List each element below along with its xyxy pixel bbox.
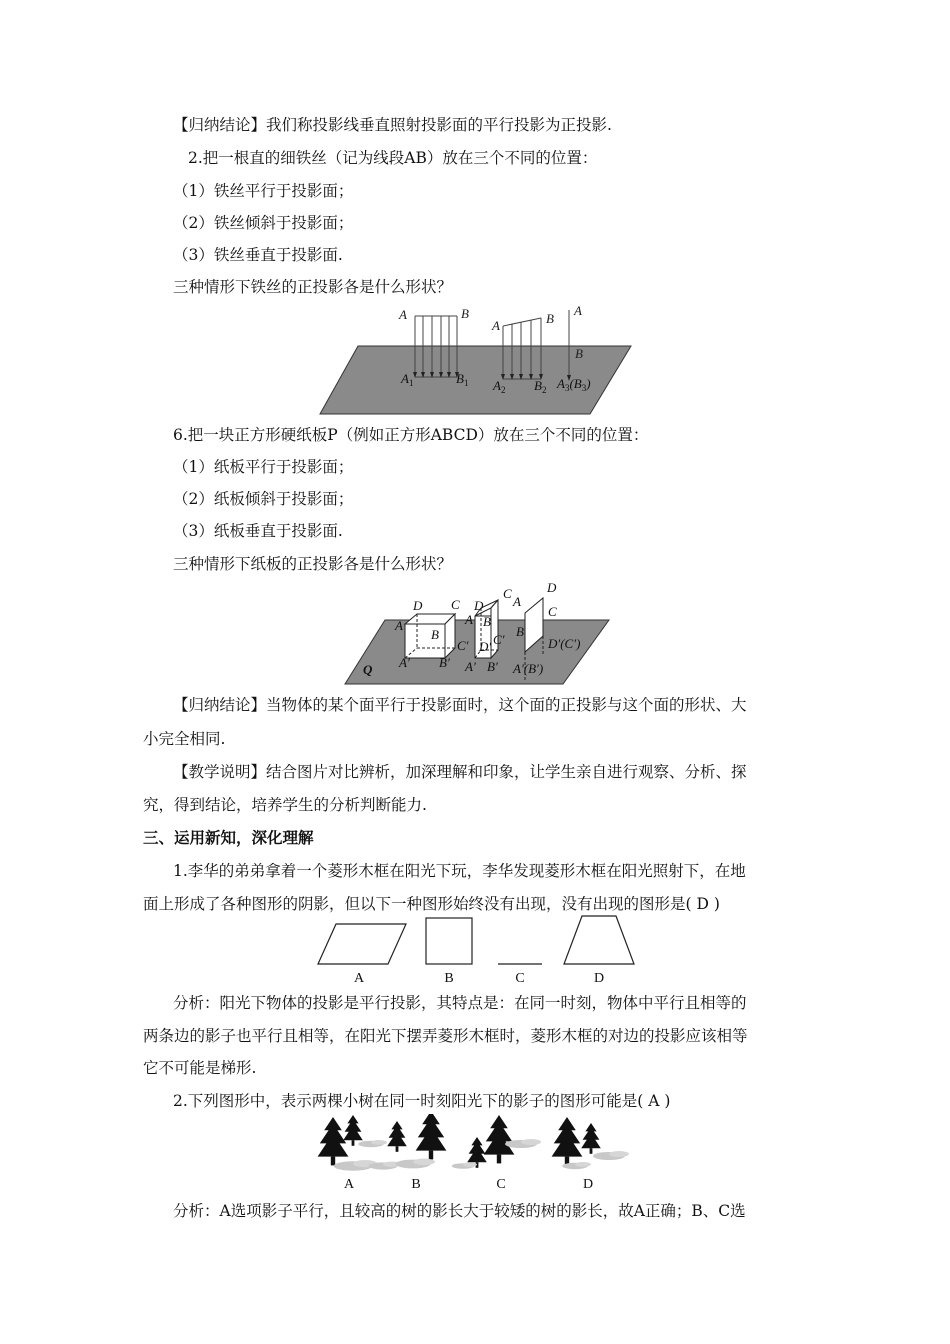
option-B-label: B <box>411 1177 421 1192</box>
shadow-icon <box>395 1159 435 1169</box>
tree-icon <box>387 1121 407 1152</box>
label-ApBp: A′(B′) <box>513 661 544 676</box>
problem-2: 2.下列图形中，表示两棵小树在同一时刻阳光下的影子的图形可能是( A ) <box>173 1092 671 1110</box>
label-A: A <box>395 618 403 633</box>
wire-projection-figure <box>318 302 633 416</box>
conclusion-1: 【归纳结论】我们称投影线垂直照射投影面的平行投影为正投影. <box>173 116 612 134</box>
shadow-icon <box>358 1140 387 1147</box>
label-B: B <box>461 306 469 321</box>
label-Cp: C′ <box>457 638 469 653</box>
label-D: D <box>474 598 484 613</box>
analysis-1-line2: 两条边的影子也平行且相等，在阳光下摆弄菱形木框时，菱形木框的对边的投影应该相等 <box>143 1027 748 1045</box>
problem-1-line1: 1.李华的弟弟拿着一个菱形木框在阳光下玩，李华发现菱形木框在阳光照射下，在地 <box>173 862 746 880</box>
list-item: （2）纸板倾斜于投影面； <box>173 490 354 508</box>
list-item: （3）铁丝垂直于投影面. <box>173 246 343 264</box>
trapezoid-shape <box>564 916 634 964</box>
tree-icon <box>581 1123 601 1154</box>
question-board: 三种情形下纸板的正投影各是什么形状？ <box>173 555 453 573</box>
label-C: C <box>503 586 512 601</box>
analysis-1-line3: 它不可能是梯形. <box>143 1059 257 1077</box>
rectangle-shape <box>426 918 472 964</box>
teaching-note-line1: 【教学说明】结合图片对比辨析，加深理解和印象，让学生亲自进行观察、分析、探 <box>173 763 747 781</box>
label-Ap: A′ <box>399 655 410 670</box>
label-B: B <box>516 624 524 639</box>
shape-options-figure <box>312 912 642 984</box>
label-Ap: A′ <box>465 659 476 674</box>
label-A: A <box>492 318 500 333</box>
label-D: D <box>413 598 423 613</box>
label-A2: $A_2$ <box>493 378 506 395</box>
label-A1: $A_1$ <box>401 371 414 388</box>
analysis-2-line1: 分析：A选项影子平行，且较高的树的影长大于较矮的树的影长，故A正确；B、C选 <box>173 1202 746 1220</box>
problem-1-line2: 面上形成了各种图形的阴影，但以下一种图形始终没有出现，没有出现的图形是( D ) <box>143 895 720 913</box>
label-B: B <box>546 311 554 326</box>
list-item: （3）纸板垂直于投影面. <box>173 522 343 540</box>
tree-icon <box>343 1115 363 1146</box>
option-D-label: D <box>593 971 605 984</box>
label-A: A <box>574 303 582 318</box>
label-B1: $B_1$ <box>456 371 469 388</box>
question-2-intro: 2.把一根直的细铁丝（记为线段AB）放在三个不同的位置： <box>188 149 598 167</box>
label-B: B <box>483 614 491 629</box>
label-D: D <box>547 580 557 595</box>
label-Dp: D′ <box>479 639 492 654</box>
shadow-icon <box>452 1163 477 1169</box>
label-A: A <box>513 594 521 609</box>
label-C: C <box>451 597 460 612</box>
board-projection-figure <box>343 578 610 686</box>
section-heading: 三、运用新知，深化理解 <box>143 828 314 847</box>
option-B-label: B <box>444 971 454 984</box>
label-A: A <box>399 307 407 322</box>
question-6-intro: 6.把一块正方形硬纸板P（例如正方形ABCD）放在三个不同的位置： <box>173 426 649 444</box>
label-A3B3: $A_3(B_3)$ <box>557 376 591 393</box>
option-A-label: A <box>343 1177 355 1192</box>
label-DpCp: D′(C′) <box>548 636 581 651</box>
option-A-label: A <box>353 971 365 984</box>
conclusion-2-line2: 小完全相同. <box>143 730 226 748</box>
list-item: （2）铁丝倾斜于投影面； <box>173 214 354 232</box>
label-A: A <box>465 612 473 627</box>
tree-icon <box>484 1115 515 1163</box>
option-D-label: D <box>582 1177 594 1192</box>
analysis-1-line1: 分析：阳光下物体的投影是平行投影，其特点是：在同一时刻，物体中平行且相等的 <box>173 994 747 1012</box>
label-Bp: B′ <box>439 655 450 670</box>
shadow-icon <box>593 1151 629 1160</box>
option-C-label: C <box>496 1177 506 1192</box>
list-item: （1）纸板平行于投影面； <box>173 458 354 476</box>
label-B: B <box>575 346 583 361</box>
list-item: （1）铁丝平行于投影面； <box>173 182 354 200</box>
label-B: B <box>431 627 439 642</box>
question-wire: 三种情形下铁丝的正投影各是什么形状？ <box>173 278 453 296</box>
tree-icon <box>552 1117 583 1165</box>
label-Cp: C′ <box>493 632 505 647</box>
teaching-note-line2: 究，得到结论，培养学生的分析判断能力. <box>143 796 427 814</box>
option-C-label: C <box>515 971 525 984</box>
label-B2: $B_2$ <box>534 378 547 395</box>
tree-icon <box>318 1117 349 1165</box>
tree-shadow-figure <box>313 1114 633 1192</box>
conclusion-2-line1: 【归纳结论】当物体的某个面平行于投影面时，这个面的正投影与这个面的形状、大 <box>173 696 747 714</box>
label-Q: Q <box>363 662 373 677</box>
label-C: C <box>548 604 557 619</box>
parallelogram-shape <box>318 924 406 964</box>
label-Bp: B′ <box>487 659 498 674</box>
tree-icon <box>416 1114 447 1159</box>
